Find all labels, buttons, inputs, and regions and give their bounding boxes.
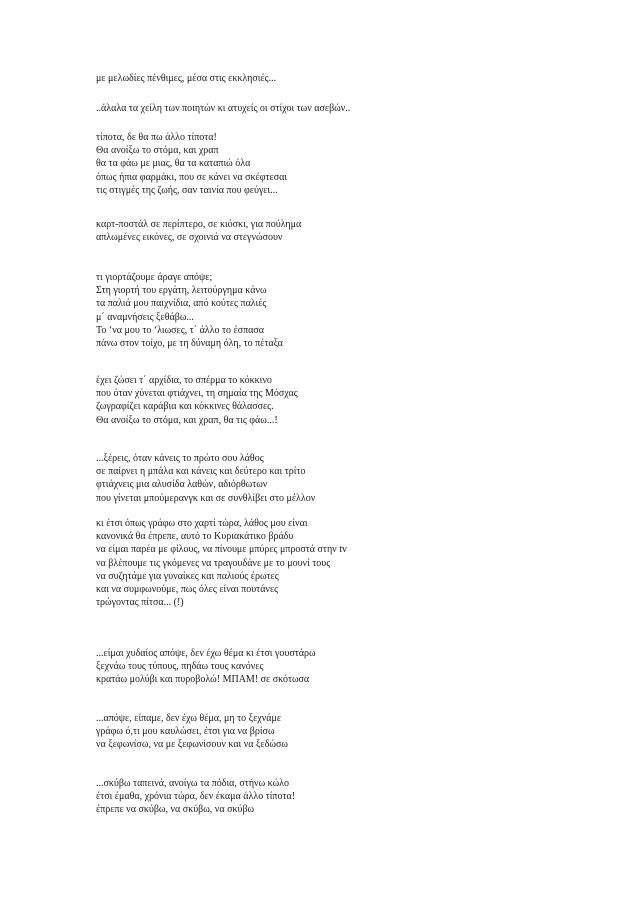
poem-line: και να συμφωνούμε, πως όλες είναι πουτάνες xyxy=(96,584,279,596)
stanza-1 xyxy=(96,72,276,85)
poem-line: που όταν χύνεται φτιάχνει, τη σημαία της Μόσχας xyxy=(96,388,298,400)
stanza-11 xyxy=(96,777,295,817)
poem-line: κρατάω μολύβι και πυροβολώ! ΜΠΑΜ! σε σκότωσα xyxy=(96,674,310,686)
poem-line: ..άλαλα τα χείλη των ποιητών κι ατυχείς οι στίχοι των ασεβών.. xyxy=(96,103,351,114)
poem-line: έχει ζώσει τ΄ αρχίδια, το σπέρμα το κόκκινο xyxy=(96,375,272,386)
poem-line: φτιάχνεις μια αλυσίδα λαθών, αδιόρθωτων xyxy=(96,479,268,491)
poem-line: με μελωδίες πένθιμες, μέσα στις εκκλησιές... xyxy=(96,73,277,84)
poem-line: τι γιορτάζουμε άραγε απόψε; xyxy=(96,272,213,283)
poem-line: που γίνεται μπούμερανγκ και σε συνθλίβει στο μέλλον xyxy=(96,492,316,504)
poem-line: καρτ-ποστάλ σε περίπτερο, σε κιόσκι, για πούλημα xyxy=(96,219,302,230)
stanza-9 xyxy=(96,647,316,687)
poem-line: ...σκύβω ταπεινά, ανοίγω τα πόδια, στήνω κώλο xyxy=(96,778,290,789)
stanza-4 xyxy=(96,218,301,244)
poem-line: πάνω στον τοίχο, με τη δύναμη όλη, το πέταξα xyxy=(96,338,283,350)
poem-line: απλωμένες εικόνες, σε σχοινιά να στεγνώσουν xyxy=(96,232,283,244)
poem-line: ζωγραφίζει καράβια και κόκκινες θάλασσες. xyxy=(96,401,274,413)
stanza-7 xyxy=(96,452,315,505)
poem-line: να συζητάμε για γυναίκες και παλιούς έρωτες xyxy=(96,570,279,582)
stanza-8 xyxy=(96,517,347,609)
poem-line: όπως ήπια φαρμάκι, που σε κάνει να σκέφτεσαι xyxy=(96,171,288,183)
poem-line: τις στιγμές της ζωής, σαν ταινία που φεύγει... xyxy=(96,184,278,196)
poem-line: να είμαι παρέα με φίλους, να πίνουμε μπύρες μπροστά στην tv xyxy=(96,544,347,556)
poem-line: τα παλιά μου παιχνίδια, από κούτες παλιές xyxy=(96,298,267,310)
poem-line: γράφω ό,τι μου καυλώσει, έτσι για να βρίσω xyxy=(96,726,275,738)
poem-line: ξεχνάω τους τύπους, πηδάω τους κανόνες xyxy=(96,661,264,673)
poem-line: να ξεφωνίσω, να με ξεφωνίσουν και να ξεδώσω xyxy=(96,739,288,751)
poem-line: τρώγοντας πίτσα... (!) xyxy=(96,597,184,609)
poem-line: κανονικά θα έπρεπε, αυτό το Κυριακάτικο βράδυ xyxy=(96,531,294,543)
poem-line: σε παίρνει η μπάλα και κάνεις και δεύτερο και τρίτο xyxy=(96,466,306,478)
poem-line: κι έτσι όπως γράφω στο χαρτί τώρα, λάθος μου είναι xyxy=(96,518,308,529)
poem-line: έτσι έμαθα, χρόνια τώρα, δεν έκαμα άλλο τίποτα! xyxy=(96,791,296,803)
poem-line: Θα ανοίξω το στόμα, και χραπ, θα τις φάω...! xyxy=(96,414,278,426)
poem-line: Το ‘να μου το ‘λιωσες, τ΄ άλλο το έσπασα xyxy=(96,324,265,336)
stanza-2 xyxy=(96,102,350,115)
poem-line: θα τα φάω με μιας, θα τα καταπιώ όλα xyxy=(96,158,251,170)
poem-line: να βλέπουμε τις γκόμενες να τραγουδάνε με το μουνί τους xyxy=(96,557,331,569)
stanza-10 xyxy=(96,712,288,752)
poem-line: μ΄ αναμνήσεις ξεθάβω... xyxy=(96,311,194,323)
stanza-5 xyxy=(96,271,283,350)
poem-line: έπρεπε να σκύβω, να σκύβω, να σκύβω xyxy=(96,804,255,816)
poem-line: ...είμαι χυδαίος απόψε, δεν έχω θέμα κι έτσι γουστάρω xyxy=(96,648,316,659)
stanza-6 xyxy=(96,374,298,427)
poem-line: Θα ανοίξω το στόμα, και χραπ xyxy=(96,145,219,157)
poem-line: τίποτα, δε θα πω άλλο τίποτα! xyxy=(96,132,217,143)
stanza-3 xyxy=(96,131,287,197)
poem-line: ...ξέρεις, όταν κάνεις το πρώτο σου λάθος xyxy=(96,453,264,464)
poem-line: ...απόψε, είπαμε, δεν έχω θέμα, μη το ξεχνάμε xyxy=(96,713,282,724)
poem-line: Στη γιορτή του εργάτη, λειτούργημα κάνω xyxy=(96,285,267,297)
